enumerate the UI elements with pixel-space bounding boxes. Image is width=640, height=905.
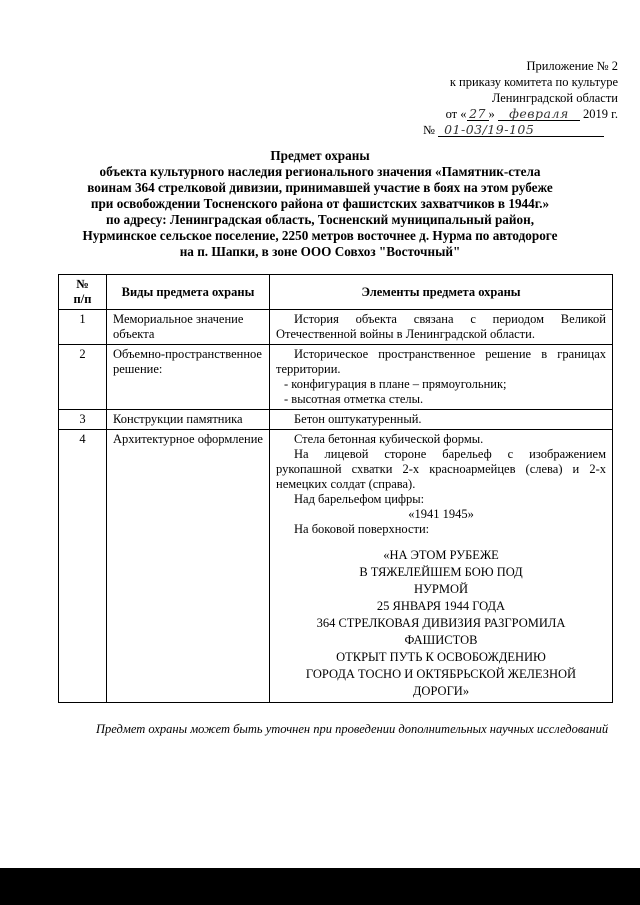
table-row: 1 Мемориальное значение объекта История объекта связана с периодом Великой Отечественной войны в Ленинградской области. <box>59 310 613 345</box>
list-item: - высотная отметка стелы. <box>284 392 424 406</box>
handwritten-number: 01-03/19-105 <box>438 123 604 137</box>
protection-table <box>58 274 613 703</box>
scan-border <box>0 868 640 905</box>
footnote: Предмет охраны может быть уточнен при проведении дополнительных научных исследований <box>96 722 609 736</box>
appendix-region: Ленинградской области <box>491 91 618 105</box>
table-row: 3 Конструкции памятника Бетон оштукатуренный. <box>59 410 613 430</box>
table-row: 4 Архитектурное оформление Стела бетонная кубической формы. На лицевой стороне барельеф с изображением рукопашной схватки 2-х красноармейцев (слева) и 2-х немецких солдат (справа). Над барельефом цифры: «1941 1945» На боковой поверхности: «НА ЭТОМ РУБЕЖЕ В ТЯЖЕЛЕЙШЕМ БОЮ ПОД НУРМОЙ 25 ЯНВАРЯ 1944 ГОДА 364 СТРЕЛКОВАЯ ДИВИЗИЯ РАЗГРОМИЛА ФАШИСТОВ ОТКРЫТ ПУТЬ К ОСВОБОЖДЕНИЮ ГОРОДА ТОСНО И ОКТЯБРЬСКОЙ ЖЕЛЕЗНОЙ ДОРОГИ» <box>59 430 613 703</box>
handwritten-day: 27 <box>467 107 489 121</box>
header-number: № п/п <box>59 275 107 310</box>
list-item: - конфигурация в плане – прямоугольник; <box>284 377 507 391</box>
table-header-row <box>59 275 613 310</box>
inscription: «НА ЭТОМ РУБЕЖЕ В ТЯЖЕЛЕЙШЕМ БОЮ ПОД НУРМОЙ 25 ЯНВАРЯ 1944 ГОДА 364 СТРЕЛКОВАЯ ДИВИЗИЯ РАЗГРОМИЛА ФАШИСТОВ ОТКРЫТ ПУТЬ К ОСВОБОЖДЕНИЮ ГОРОДА ТОСНО И ОКТЯБРЬСКОЙ ЖЕЛЕЗНОЙ ДОРОГИ» <box>305 548 577 698</box>
appendix-order-ref: к приказу комитета по культуре <box>449 75 618 89</box>
handwritten-month: февраля <box>498 107 580 121</box>
years-text: «1941 1945» <box>408 507 474 521</box>
appendix-date: от « 27 » февраля 2019 г. <box>445 106 618 121</box>
header-kind: Виды предмета охраны <box>107 275 270 310</box>
appendix-number: № 01-03/19-105 <box>423 122 618 138</box>
appendix-title: Приложение № 2 <box>526 59 618 73</box>
header-elements: Элементы предмета охраны <box>270 275 613 310</box>
appendix-header <box>423 58 618 138</box>
table-row: 2 Объемно-пространственное решение: Историческое пространственное решение в границах территории. - конфигурация в плане – прямоугольник; - высотная отметка стелы. <box>59 345 613 410</box>
document-title: Предмет охраны объекта культурного наследия регионального значения «Памятник-стела воинам 364 стрелковой дивизии, принимавшей участие в боях на этом рубеже при освобождении Тосненского района от фашистских захватчиков в 1944г.» по адресу: Ленинградская область, Тосненский муниципальный район, Нурминское сельское поселение, 2250 метров восточнее д. Нурма по автодороге на п. Шапки, в зоне ООО Совхоз "Восточный" <box>82 148 558 259</box>
